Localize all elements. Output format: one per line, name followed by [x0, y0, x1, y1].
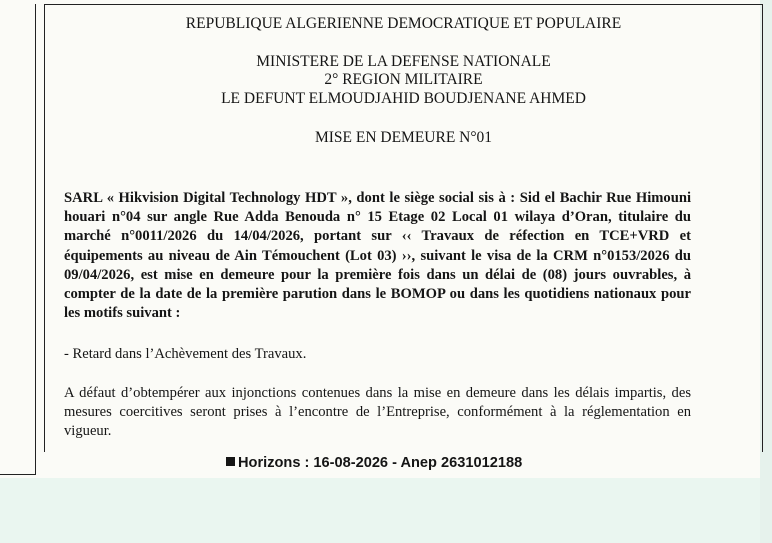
square-bullet-icon: [226, 457, 235, 466]
notice-warning: A défaut d’obtempérer aux injonctions contenues dans la mise en demeure dans les délais impartis, des mesures coercitives seront prises à l’encontre de l’Entreprise, conformément à la réglementation en vigueur.: [64, 385, 691, 440]
notice-title: MISE EN DEMEURE N°01: [314, 129, 493, 146]
adjacent-notice-border: [0, 4, 36, 475]
notice-main-paragraph: SARL « Hikvision Digital Technology HDT », dont le siège social sis à : Sid el Bachir Rue Himouni houari n°04 sur angle Rue Adda Benouda n° 15 Etage 02 Local 01 wilaya d’Oran, titulaire du marché n°0011/2026 du 14/04/2026, portant sur ‹‹ Travaux de réfection en TCE+VRD et équipements au niveau de Ain Témouchent (Lot 03) ››, suivant le visa de la CRM n°0153/2026 du 09/04/2026, est mise en demeure pour la première fois dans un délai de (08) jours ouvrables, à compter de la date de la première parution dans le BOMOP ou dans les quotidiens nationaux pour les motifs suivant :: [64, 190, 691, 322]
region-heading: 2° REGION MILITAIRE: [324, 71, 483, 88]
notice-reason: - Retard dans l’Achèvement des Travaux.: [64, 346, 307, 362]
publication-reference: Horizons : 16-08-2026 - Anep 2631012188: [238, 455, 523, 471]
republic-heading: REPUBLIQUE ALGERIENNE DEMOCRATIQUE ET POPULAIRE: [185, 15, 622, 32]
unit-heading: LE DEFUNT ELMOUDJAHID BOUDJENANE AHMED: [221, 90, 586, 107]
ministry-heading: MINISTERE DE LA DEFENSE NATIONALE: [256, 53, 551, 70]
publication-footer: [226, 455, 566, 471]
legal-notice-box: [44, 4, 763, 452]
page-bottom-margin: [0, 478, 772, 543]
